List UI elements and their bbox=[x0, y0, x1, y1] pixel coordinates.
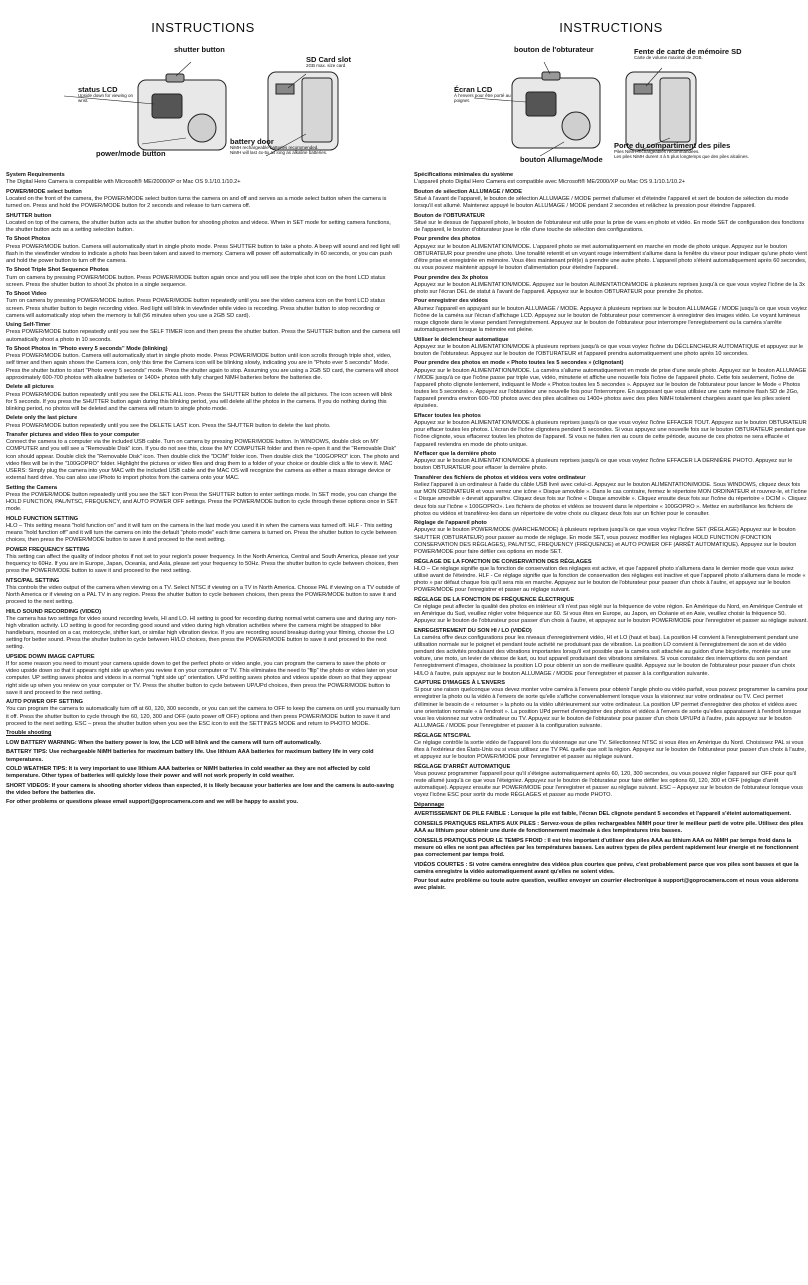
section-heading: UPSIDE DOWN IMAGE CAPTURE bbox=[6, 653, 95, 660]
sd-slot-label-fr bbox=[634, 48, 794, 61]
section-text: Located on top of the camera, the shutter button acts as the shutter button for shooting photos and videos. When in SET mode for setting camera functions, the shutter button acts as a setting selection button. bbox=[6, 219, 391, 233]
section-text: Si pour une raison quelconque vous devez monter votre caméra à l'envers pour obtenir l'angle photo ou vidéo parfait, vous pouvez programmer la caméra pour enregistrer la photo ou la vidéo à l'envers de sorte qu'elle s'affiche convenablement lorsque vous la visionnez sur votre ordinateur ou TV. Ceci permet d'éliminer le besoin de « retourner » la photo ou la vidéo ultérieurement sur votre ordinateur. La position UP permet d'enregistrer des photos et vidéos avec une orientation normale « à l'endroit ». La position UPd permet d'enregistrer des photos et vidéos à l'envers de sorte qu'elles apparaissent à l'endroit lorsque vous les visionnez sur votre ordinateur ou TV. Appuyez sur le bouton de l'obturateur pour passer d'un choix UP/UPd à l'autre, puis appuyez sur le bouton ALLUMAGE / MODE pour l'enregistrer et passer à la configuration suivante. bbox=[414, 687, 808, 730]
section-text: If for some reason you need to mount your camera upside down to get the perfect photo or video angle, you can program the camera to save the photo or video upside down so that it appears right side up when you review it on your computer or TV. This eliminates the need to "flip" the photo or video later on your computer. UP setting saves photos and videos in a normal "right side up" orientation. UPd setting saves photos and videos upside down so that they appear right side up when you review on your computer or TV. Press the shutter button to cycle between UP/UPd choices, then press the POWER/MODE button to save it and proceed to the next setting. bbox=[6, 661, 398, 696]
text-block bbox=[414, 520, 808, 556]
section-text: You can program the camera to automatically turn off at 60, 120, 300 seconds, or you can set the camera to OFF to keep the camera on until you manually turn it off. Press the shutter button to cycle through the 60, 120, 300 and OFF (auto power off OFF) options and then press POWER/MODE button to save it and proceed to the next setting. ESC – press the shutter button when you see the ESC icon to exit the SETTINGS MODE and return to PHOTO MODE. bbox=[6, 706, 400, 727]
ecran-lcd-title: Écran LCD bbox=[454, 85, 493, 94]
section-heading: Effacer toutes les photos bbox=[414, 412, 481, 419]
section-heading: Spécifications minimales du système bbox=[414, 172, 514, 178]
section-text: Press POWER/MODE button. Camera will automatically start in single photo mode. Press SHUTTER button to take a photo. A beep will sound and red light will flash in the viewfinder window to indicate a photo has been taken and saved to memory. Camera will power off automatically in 60 seconds, or you can push and hold the power button to turn off the camera. bbox=[6, 243, 400, 264]
french-text bbox=[414, 172, 808, 893]
section-heading: Utiliser le déclencheur automatique bbox=[414, 336, 509, 343]
battery-door-title: battery door bbox=[230, 137, 274, 146]
tip-text: SHORT VIDEOS: If your camera is shooting shorter videos than expected, it is likely because your batteries are low and the camera is auto-saving the video before the batteries die. bbox=[6, 782, 394, 796]
section-heading: HOLD FUNCTION SETTING bbox=[6, 515, 79, 522]
section-heading: To Shoot Photos in "Photo every 5 seconds" Mode (blinking) bbox=[6, 346, 168, 353]
section-text: Appuyez sur le bouton ALIMENTATION/MODE à plusieurs reprises jusqu'à ce que vous voyiez l'icône du DÉCLENCHEUR AUTOMATIQUE et appuyez sur le bouton de l'obturateur. Appuyez sur le bouton de l'OBTURATEUR et l'appareil prendra automatiquement une photo après 10 secondes. bbox=[414, 343, 804, 357]
section-heading: HI/LO SOUND RECORDING (VIDEO) bbox=[6, 608, 102, 615]
section-heading: Dépannage bbox=[414, 801, 445, 808]
section-text: This controls the video output of the camera when viewing on a TV. Select NTSC if viewing on a TV in North America. Choose PAL if viewing on a TV outside of North America or if viewing on a PAL TV in any region. Press the shutter button to cycle between choices, then press the POWER/MODE button to save it and proceed to the next setting. bbox=[6, 584, 400, 606]
section-text: Connect the camera to a computer via the included USB cable. Turn on camera by pressing POWER/MODE button. In WINDOWS, double click on MY COMPUTER and you will see a "Removable Disk" icon. If you do not see this, close the MY COMPUTER folder and then re-open it and the "Removable Disk" icon should appear. Double click the "Removable Disk" icon. Then double click the "DCIM" folder icon. Then double click the "100GOPRO" icon. The photo and video files will be in the "100GOPRO" folder. Highlight the pictures or video files and drag them to a folder of your choice or double click a file to view it. MAC USERS: Simply plug the camera into your MAC with the included USB cable and the MAC OS will recognize the camera as either a mass storage device or external hard drive. You can also use iPhoto to import photos from the camera onto your MAC. bbox=[6, 439, 400, 481]
section-heading: RÉGLAGE DE LA FONCTION DE CONSERVATION DES RÉGLAGES bbox=[414, 558, 592, 565]
text-block bbox=[6, 291, 400, 320]
text-block bbox=[6, 609, 400, 652]
section-heading: Trouble shooting bbox=[6, 730, 52, 737]
text-block bbox=[6, 547, 400, 576]
tip-text: For other problems or questions please email support@goprocamera.com and we will be happy to assist you. bbox=[6, 799, 299, 806]
camera-diagram bbox=[6, 38, 400, 166]
section-heading: RÉGLAGE NTSC/PAL bbox=[414, 732, 471, 739]
section-text: HLO – This setting means "hold function on" and it will turn on the camera in the last mode you used it in when the camera was turned off. HLF - This setting means "hold function off" and it will turn the camera on into the default "photo mode" each time camera is turned on. Press the shutter button to cycle between choices, then press the POWER/MODE button to save it and proceed to the next setting. bbox=[6, 522, 397, 544]
text-block bbox=[414, 298, 808, 334]
text-block bbox=[414, 764, 808, 800]
camera-diagram-fr bbox=[414, 38, 808, 166]
battery-note-2: NiMH will last 4x-5x as long as alkaline batteries. bbox=[230, 150, 328, 156]
section-heading: Bouton de l'OBTURATEUR bbox=[414, 212, 485, 219]
text-block bbox=[414, 172, 808, 186]
section-text: This setting can affect the quality of indoor photos if not set to your region's power frequency. In the North America, Central and South America, please set your frequency to 60Hz. If you are in Europe, Japan, Oceania, and Asia, please set your frequency to 50Hz. Press the shutter button to cycle between choices, then press the POWER/MODE button to save it and proceed to the next setting. bbox=[6, 553, 399, 575]
section-heading: Pour prendre des photos en mode « Photo toutes les 5 secondes » (clignotant) bbox=[414, 360, 624, 367]
text-block bbox=[6, 485, 400, 514]
section-text: Appuyez sur le bouton ALIMENTATION/MODE. Appuyez sur le bouton ALIMENTATION/MODE à plusieurs reprises jusqu'à ce que vous voyiez l'icône de la 3x photo sur l'écran DEL de statut à l'avant de l'appareil. Appuyez sur le bouton OBTURATEUR pour prendre 3x photos. bbox=[414, 281, 805, 295]
section-text: L'appareil photo Digital Hero Camera est compatible avec Microsoft® ME/2000/XP ou Mac OS 9.1/10.1/10.2+ bbox=[414, 179, 686, 186]
section-heading: Pour prendre des photos bbox=[414, 236, 481, 243]
text-block bbox=[414, 236, 808, 272]
text-block bbox=[6, 213, 400, 234]
text-block bbox=[414, 878, 808, 892]
section-text: Ce réglage contrôle la sortie vidéo de l'appareil lors du visionnage sur une TV. Sélectionnez NTSC si vous êtes en Amérique du Nord. Choisissez PAL si vous êtes à l'extérieur des États-Unis ou si vous utilisez une TV PAL quelle que soit la région. Appuyez sur le bouton de l'obturateur pour passer d'un choix à l'autre, et appuyez sur le bouton POWER/MODE pour l'enregistrer et passer au réglage suivant. bbox=[414, 739, 806, 761]
section-text: Located on the front of the camera, the POWER/MODE select button turns the camera on and off and serves as a mode select button when the camera is turned on. Press and hold the POWER/MODE button for 2 seconds and release to turn camera off. bbox=[6, 195, 387, 210]
page-title-fr: INSTRUCTIONS bbox=[559, 20, 663, 35]
tip-text: CONSEILS PRATIQUES RELATIFS AUX PILES : Servez-vous de piles rechargeables NiMH pour tirer le meilleur parti de votre pile. Utilisez des piles AAA au lithium pour obtenir une durée de fonctionnement maximale à des températures très basses. bbox=[414, 820, 804, 835]
section-text: Allumez l'appareil en appuyant sur le bouton ALLUMAGE / MODE. Appuyez à plusieurs reprises sur le bouton ALLUMAGE / MODE jusqu'à ce que vous voyiez l'icône de la caméra sur l'écran d'affichage LCD. Appuyez sur le bouton de l'obturateur pour commencer à enregistrer des images vidéo. Le voyant lumineux rouge clignote dans le viseur pendant l'enregistrement. Appuyez sur le bouton de l'obturateur pour interrompre l'enregistrement ou la caméra s'arrête automatiquement lorsque la mémoire est pleine. bbox=[414, 305, 807, 334]
english-column bbox=[6, 0, 400, 1285]
sd-slot-note-fr: Carte de volume maximal de 2GB. bbox=[634, 55, 703, 61]
tip-text: Pour tout autre problème ou toute autre question, veuillez envoyer un courrier électronique à support@goprocamera.com et nous vous aiderons avec plaisir. bbox=[414, 878, 799, 892]
section-text: Vous pouvez programmer l'appareil pour qu'il s'éteigne automatiquement après 60, 120, 300 secondes, ou vous pouvez régler l'appareil sur OFF pour qu'il reste allumé jusqu'à ce que vous l'éteigniez. Appuyez sur le bouton de l'obturateur pour faire défiler les options 60, 120, 300 et OFF (réglage d'arrêt automatique). Appuyez ensuite sur POWER/MODE pour l'enregistrer et passer au réglage suivant. ESC – Appuyez sur le bouton de l'obturateur lorsque vous voyez l'icône ESC pour sortir du mode RÉGLAGES et passer au mode PHOTO. bbox=[414, 770, 803, 799]
text-block bbox=[414, 821, 808, 835]
section-heading: Setting the Camera bbox=[6, 484, 57, 491]
section-heading: Bouton de sélection ALLUMAGE / MODE bbox=[414, 188, 522, 195]
section-heading: SHUTTER button bbox=[6, 212, 52, 219]
text-block bbox=[6, 415, 400, 429]
text-block bbox=[414, 413, 808, 449]
sd-slot-label bbox=[306, 56, 386, 69]
text-block bbox=[6, 749, 400, 763]
text-block bbox=[414, 811, 808, 818]
tip-text: AVERTISSEMENT DE PILE FAIBLE : Lorsque la pile est faible, l'écran DEL clignote pendant 5 secondes et l'appareil s'éteint automatiquement. bbox=[414, 811, 792, 818]
text-block bbox=[414, 213, 808, 234]
status-lcd-note: Upside down for viewing on wrist. bbox=[78, 93, 134, 104]
text-block bbox=[6, 384, 400, 413]
text-block bbox=[6, 699, 400, 728]
section-heading: To Shoot Photos bbox=[6, 236, 51, 243]
text-block bbox=[6, 432, 400, 482]
text-block bbox=[6, 766, 400, 780]
status-lcd-title: status LCD bbox=[78, 85, 118, 94]
page-title: INSTRUCTIONS bbox=[151, 20, 255, 35]
section-heading: POWER/MODE select button bbox=[6, 188, 82, 195]
power-mode-label-fr: bouton Allumage/Mode bbox=[520, 155, 603, 164]
section-text: Situé sur le dessus de l'appareil photo, le bouton de l'obturateur est utile pour la prise de vues en photo et vidéo. En mode SET de configuration des fonctions de l'appareil, le bouton d'obturateur joue le rôle d'une touche de sélection des configurations. bbox=[414, 219, 805, 233]
section-heading: Transfer pictures and video files to your computer bbox=[6, 432, 140, 439]
section-heading: AUTO POWER OFF SETTING bbox=[6, 699, 83, 706]
text-block bbox=[414, 862, 808, 876]
tip-text: LOW BATTERY WARNING: When the battery power is low, the LCD will blink and the camera will turn off automatically. bbox=[6, 739, 322, 746]
english-text bbox=[6, 172, 400, 807]
section-text: Appuyez sur le bouton POWER/MODE (MARCHE/MODE) à plusieurs reprises jusqu'à ce que vous voyiez l'icône SET (RÉGLAGE) Appuyez sur le bouton SHUTTER (OBTURATEUR) pour passer au mode de réglage. En mode SET, vous pouvez modifier les réglages HOLD FUNCTION (FONCTION CONSERVATION DES RÉGLAGES), PAL/NTSC, FREQUENCY (FRÉQUENCE) et AUTO POWER OFF (ARRÊT AUTOMATIQUE). Appuyez sur le bouton POWER/MODE pour faire défiler ces options en mode SET. bbox=[414, 527, 797, 555]
text-block bbox=[414, 802, 808, 809]
sd-slot-note: 2GB max. size card bbox=[306, 63, 346, 69]
section-heading: Réglage de l'appareil photo bbox=[414, 520, 487, 527]
tip-text: BATTERY TIPS: Use rechargeable NiMH batteries for maximum battery life. Use lithium AAA batteries for maximum battery life in very cold temperatures. bbox=[6, 749, 374, 763]
section-text: Reliez l'appareil à un ordinateur à l'aide du câble USB livré avec celui-ci. Appuyez sur le bouton ALIMENTATION/MODE. Sous WINDOWS, cliquez deux fois sur MON ORDINATEUR et vous verrez une icône « Disque amovible ». Dans le cas contraire, fermez le répertoire MON ORDINATEUR et rouvrez-le, et l'icône « Disque amovible » devrait apparaître. Cliquez deux fois sur l'icône « Disque amovible ». Cliquez ensuite deux fois sur l'icône du répertoire « DCIM ». Cliquez deux fois sur l'icône « 100GOPRO». Les fichiers de photos et vidéos se trouvent dans le répertoire « 100GOPRO ». Mettez en surbrillance les fichiers de photos ou vidéos et transférez-les dans un répertoire de votre choix ou cliquez deux fois sur un fichier pour le consulter. bbox=[414, 482, 807, 517]
text-block bbox=[414, 733, 808, 762]
text-block bbox=[6, 740, 400, 747]
battery-note-1: NiMH rechargeable batteries recommended. bbox=[230, 145, 319, 151]
shutter-button-label-fr: bouton de l'obturateur bbox=[514, 45, 594, 54]
text-block bbox=[6, 516, 400, 545]
text-block bbox=[414, 360, 808, 410]
ecran-lcd-label bbox=[454, 86, 514, 104]
text-block bbox=[6, 578, 400, 607]
text-block bbox=[6, 322, 400, 343]
text-block bbox=[6, 346, 400, 382]
section-text: The Digital Hero Camera is compatible with Microsoft® ME/2000/XP or Mac OS 9.1/10.1/10.2+ bbox=[6, 179, 241, 186]
section-heading: Delete only the last picture bbox=[6, 415, 78, 422]
battery-note-1-fr: Piles NiMH rechargeables recommandées. bbox=[614, 149, 700, 155]
text-block bbox=[6, 783, 400, 797]
section-heading: Pour enregistrer des vidéos bbox=[414, 298, 488, 305]
section-text: Appuyez sur le bouton ALIMENTATION/MODE. La caméra s'allume automatiquement en mode de prise d'une seule photo. Appuyez sur le bouton ALLUMAGE / MODE jusqu'à ce que l'icône passe par triple vue, vidéo, minuterie et affiche une nouvelle fois l'icône de l'appareil photo. Cette fois seulement, l'icône de l'appareil photo clignote lentement, indiquant le Mode « Photos toutes les 5 secondes ». Appuyez sur le bouton de l'obturateur pour lancer le Mode « Photos toutes les 5 secondes ». Appuyez sur l'obturateur une nouvelle fois pour l'interrompre. En supposant que vous utilisiez une carte mémoire flash SD de 2Go, l'appareil prendra environ 600-700 photos avec des piles alcalines ou 1400+ photos avec des piles NiMH totalement chargées avant que les piles soient épuisées. bbox=[414, 367, 807, 410]
tip-text: CONSEILS PRATIQUES POUR LE TEMPS FROID : Il est très important d'utiliser des piles AAA au lithium AAA ou NiMH par temps froid dans la mesure où elles ne sont pas affectées par les températures basses. Les autres types de piles perdent rapidement leur énergie et ne fonctionnent pas correctement par temps froid. bbox=[414, 837, 799, 858]
text-block bbox=[6, 799, 400, 806]
text-block bbox=[414, 559, 808, 595]
battery-door-label-fr bbox=[614, 142, 804, 160]
text-block bbox=[414, 838, 808, 859]
section-text: Press POWER/MODE button. Camera will automatically start in single photo mode. Press POWER/MODE button until icon scrolls through triple shot, video, self timer and then again shows the Camera icon, only this time the Camera icon will be blinking slowly, indicating you are in "Photo ever 5 seconds" Mode. Press the shutter button to start "Photo every 5 seconds" mode. Press the shutter again to stop. Assuming you are using a 2GB SD card, the camera will shoot approximately 600-700 photos with alkaline batteries or 1400+ photos with fully charged NiMH batteries before the batteries die. bbox=[6, 353, 399, 381]
section-text: Press POWER/MODE button repeatedly until you see the DELETE LAST icon. Press the SHUTTER button to delete the last photo. bbox=[6, 422, 331, 429]
section-heading: N'effacer que la dernière photo bbox=[414, 451, 497, 458]
section-text: Press the POWER/MODE button repeatedly until you see the SET icon Press the SHUTTER button to enter settings mode. In SET mode, you can change the HOLD FUNCTION, PAL/NTSC, FREQUENCY, and AUTO POWER OFF settings. Press the POWER/MODE button to cycle through these options once in SET mode. bbox=[6, 491, 398, 513]
section-heading: To Shoot Triple Shot Sequence Photos bbox=[6, 267, 109, 274]
power-mode-label: power/mode button bbox=[96, 149, 166, 158]
text-block bbox=[414, 337, 808, 358]
french-column bbox=[414, 0, 808, 1285]
section-heading: ENREGISTREMENT DU SON HI / LO (VIDÉO) bbox=[414, 627, 532, 634]
section-text: Situé à l'avant de l'appareil, le bouton de sélection ALLUMAGE / MODE permet d'allumer et d'éteindre l'appareil et sert de bouton de sélection du mode lorsqu'il est allumé. Maintenez appuyé le bouton ALLUMAGE / MODE pendant 2 secondes et relâchez la pression pour éteindre l'appareil. bbox=[414, 195, 789, 210]
section-heading: To Shoot Video bbox=[6, 291, 47, 298]
tip-text: VIDÉOS COURTES : Si votre caméra enregistre des vidéos plus courtes que prévu, c'est probablement parce que vos piles sont basses et que la caméra enregistre la vidéo automatiquement avant qu'elles ne soient vides. bbox=[414, 861, 799, 875]
text-block bbox=[6, 236, 400, 265]
section-text: Appuyez sur le bouton ALIMENTATION/MODE. L'appareil photo se met automatiquement en marche en mode de photo unique. Appuyez sur le bouton OBTURATEUR pour prendre une photo. Une tonalité retentit et un voyant rouge intermittent s'allume dans la fenêtre du viseur pour indiquer qu'une photo vient d'être prise et enregistrée en mémoire. Vous êtes maintenant prêt(e) à prendre une autre photo. L'appareil photo s'éteint automatiquement après 60 secondes, ou vous pouvez maintenir appuyé le bouton d'alimentation pour éteindre l'appareil. bbox=[414, 243, 807, 272]
section-heading: Transférer des fichiers de photos et vidéos vers votre ordinateur bbox=[414, 475, 586, 481]
ecran-lcd-note: À l'envers pour être porté au poignet. bbox=[454, 93, 511, 104]
tip-text: COLD WEATHER TIPS: It is very important to use lithium AAA batteries or NiMH batteries in cold weather as they are not affected by cold temperature. Other types of batteries will quickly lose their power and will not work properly in cold weather. bbox=[6, 766, 371, 780]
text-block bbox=[6, 654, 400, 697]
section-heading: RÉGLAGE DE LA FONCTION DE FRÉQUENCE ÉLECTRIQUE bbox=[414, 596, 575, 603]
section-heading: RÉGLAGE D'ARRÊT AUTOMATIQUE bbox=[414, 763, 511, 770]
section-heading: Delete all pictures bbox=[6, 384, 54, 391]
section-heading: CAPTURE D'IMAGES À L'ENVERS bbox=[414, 680, 505, 687]
sd-slot-title: SD Card slot bbox=[306, 55, 352, 64]
section-text: Appuyez sur le bouton ALIMENTATION/MODE à plusieurs reprises jusqu'à ce que vous voyiez l'icône EFFACER LA DERNIÈRE PHOTO. Appuyez sur le bouton OBTURATEUR pour effacer la dernière photo. bbox=[414, 458, 793, 472]
section-text: Press POWER/MODE button repeatedly until you see the SELF TIMER icon and then press the shutter button. Press the SHUTTER button and the camera will automatically shoot a photo in 10 seconds. bbox=[6, 329, 400, 343]
shutter-button-label: shutter button bbox=[174, 45, 225, 54]
text-block bbox=[414, 680, 808, 730]
text-block bbox=[6, 730, 400, 737]
text-block bbox=[414, 451, 808, 472]
section-heading: POWER FREQUENCY SETTING bbox=[6, 546, 90, 553]
text-block bbox=[414, 189, 808, 210]
battery-note-2-fr: Les piles NiMH durent 4 à 5 plus longtemps que des piles alcalines. bbox=[614, 154, 749, 160]
text-block bbox=[414, 475, 808, 518]
section-text: Turn on camera by pressing POWER/MODE button. Press POWER/MODE button again once and you will see the triple shot icon on the front LCD status screen. Press the shutter button to shoot 3x photos in a single sequence. bbox=[6, 274, 386, 288]
text-block bbox=[6, 189, 400, 210]
sd-slot-title-fr: Fente de carte de mémoire SD bbox=[634, 47, 742, 56]
text-block bbox=[414, 597, 808, 626]
status-lcd-label bbox=[78, 86, 138, 104]
section-heading: Pour prendre des 3x photos bbox=[414, 274, 489, 281]
section-text: Press POWER/MODE button repeatedly until you see the DELETE ALL icon. Press the SHUTTER button to delete the all pictures. The icon screen will blink for 5 seconds. If you press the SHUTTER button again during this blinking period, you will delete all the photos in the camera. If you do nothing during this blinking period, no photos will be deleted and the camera will return to single photo mode. bbox=[6, 391, 393, 412]
section-text: Ce réglage peut affecter la qualité des photos en intérieur s'il n'est pas réglé sur la fréquence de votre région. En Amérique du Nord, en Amérique Centrale et en Amérique du Sud, veuillez régler votre fréquence sur 60. Si vous êtes en Europe, au Japon, en Océanie et en Asie, veuillez choisir la fréquence 50. Appuyez sur le bouton de l'obturateur pour passer d'un choix à l'autre, et appuyez sur le bouton POWER/MODE pour l'enregistrer et passer au réglage suivant. bbox=[414, 603, 808, 625]
section-text: The camera has two settings for video sound recording levels, HI and LO. HI setting is good for recording during normal wrist camera use and during any non-high vibration activity. LO setting is good for recording good sound and video during high vibration activities where the camera might be strapped to bike handlebars, mounted on a car, motorcycle, shifter kart, or similar high vibration device. If you are recording sound breakup during your filming, choose the LO setting for better sound. Press the shutter button to cycle between HI/LO choices, then press the POWER/MODE button to save it and proceed to the next setting. bbox=[6, 615, 397, 651]
text-block bbox=[6, 172, 400, 186]
battery-door-label bbox=[230, 138, 380, 156]
section-text: Appuyez sur le bouton ALIMENTATION/MODE à plusieurs reprises jusqu'à ce que vous voyiez l'icône EFFACER TOUT. Appuyez sur le bouton OBTURATEUR pour effacer toutes les photos. L'écran de l'icône clignotera pendant 5 secondes. Si vous appuyez une nouvelle fois sur le bouton OBTURATEUR pendant que l'icône clignote, vous effacerez toutes les photos de l'appareil. Si vous ne faites rien au cours de cette période, aucune de ces photos ne sera effacée et l'appareil reviendra en mode de photo unique. bbox=[414, 420, 807, 448]
section-text: Turn on camera by pressing POWER/MODE button. Press POWER/MODE button repeatedly until you see the video camera icon on the front LCD status screen. Press shutter button to begin recording video. Red light will blink in viewfinder while video is recording. Press shutter button to stop recording or camera will automatically stop when the memory is full (56 minutes when you use a 2GB SD card). bbox=[6, 298, 386, 319]
section-heading: System Requirements bbox=[6, 172, 65, 178]
section-heading: Using Self-Timer bbox=[6, 322, 51, 329]
section-text: La caméra offre deux configurations pour les niveaux d'enregistrement vidéo, HI et LO (haut et bas). La position HI convient à l'enregistrement pendant une utilisation normale sur le poignet et pendant toute activité ne produisant pas de vibration. La position LO convient à l'enregistrement de son et de vidéo pendant des activités produisant des vibrations importantes lorsqu'il est possible que la caméra soit attachée au guidon d'une bicyclette, montée sur une voiture, une moto, un levier de vitesse de kart, ou tout appareil produisant des vibrations similaires. Si vous constatez des interruptions du son pendant l'enregistrement d'images, choisissez la position LO pour obtenir un son de meilleure qualité. Appuyez sur le bouton de l'obturateur pour passer d'un choix HI/LO à l'autre, puis appuyez sur le bouton ALLUMAGE / MODE pour l'enregistrer et passer à la configuration suivante. bbox=[414, 634, 799, 677]
section-text: HLO – Ce réglage signifie que la fonction de conservation des réglages est active, et que l'appareil photo s'allumera dans le dernier mode que vous aviez utilisé avant de l'éteindre. HLF - Ce réglage signifie que la fonction de conservation des réglages est inactive et que l'appareil photo s'allumera dans le mode « photo » par défaut chaque fois qu'il sera mis en marche. Appuyez sur le bouton de l'obturateur pour passer d'un choix à l'autre, et appuyez sur le bouton POWER/MODE pour l'enregistrer et passer au réglage suivant. bbox=[414, 565, 806, 594]
text-block bbox=[414, 275, 808, 296]
text-block bbox=[414, 628, 808, 678]
section-heading: NTSC/PAL SETTING bbox=[6, 577, 60, 584]
text-block bbox=[6, 267, 400, 288]
battery-door-title-fr: Porte du compartiment des piles bbox=[614, 141, 731, 150]
